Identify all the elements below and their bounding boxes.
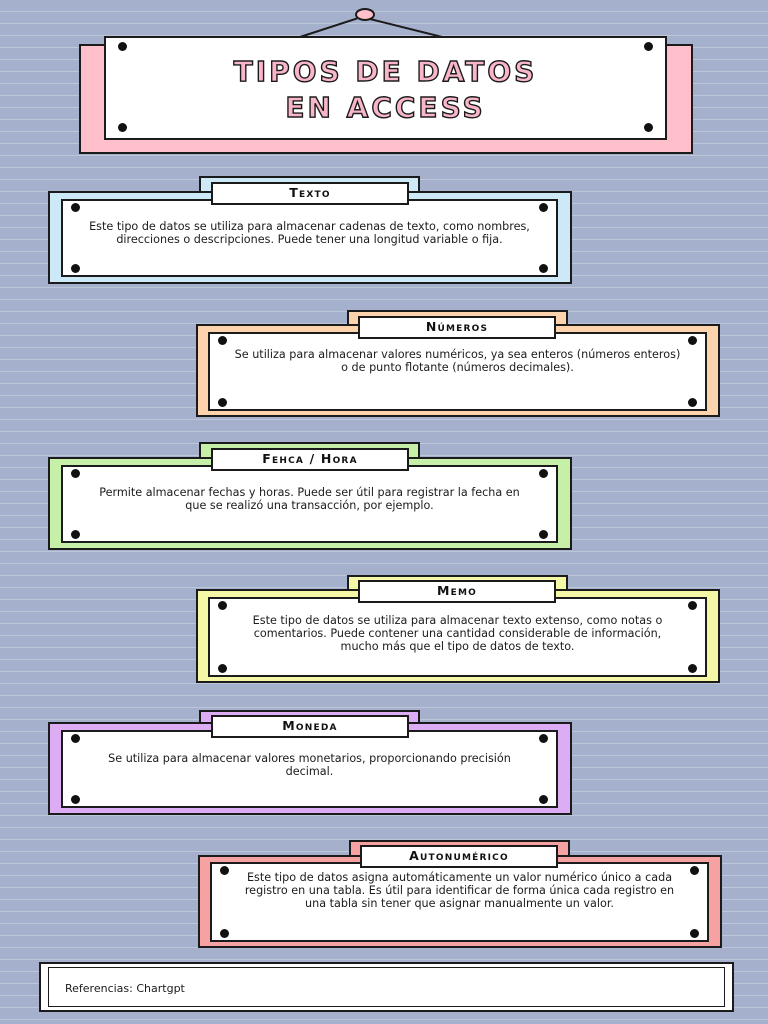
card-memo xyxy=(208,597,707,677)
pin-icon xyxy=(690,866,699,875)
card-label-moneda: Moneda xyxy=(211,715,409,738)
pin-icon xyxy=(218,601,227,610)
card-description: Este tipo de datos se utiliza para almacenar cadenas de texto, como nombres, direcciones o descripciones. Puede tener una longitud variable o fija. xyxy=(89,220,530,246)
pin-icon xyxy=(218,664,227,673)
pin-icon xyxy=(71,795,80,804)
card-description: Este tipo de datos se utiliza para almacenar texto extenso, como notas o comentarios. Puede contener una cantidad considerable de información, mucho más que el tipo de datos de texto. xyxy=(252,614,663,653)
hanger-string-left xyxy=(300,18,358,38)
pin-icon xyxy=(690,929,699,938)
card-description: Permite almacenar fechas y horas. Puede ser útil para registrar la fecha en que se realizó una transacción, por ejemplo. xyxy=(99,486,520,512)
references-box xyxy=(48,967,725,1007)
pin-icon xyxy=(71,469,80,478)
card-moneda xyxy=(61,730,558,808)
pin-icon xyxy=(220,929,229,938)
pin-icon xyxy=(71,734,80,743)
pin-icon xyxy=(539,203,548,212)
card-description: Se utiliza para almacenar valores monetarios, proporcionando precisión decimal. xyxy=(108,752,511,778)
pin-icon xyxy=(539,734,548,743)
pin-icon xyxy=(539,264,548,273)
pin-icon xyxy=(644,42,653,51)
pin-icon xyxy=(688,601,697,610)
pin-icon xyxy=(218,336,227,345)
page-title xyxy=(106,54,665,126)
title-panel xyxy=(104,36,667,140)
card-fecha-hora xyxy=(61,465,558,543)
pin-icon xyxy=(71,203,80,212)
card-label-texto: Texto xyxy=(211,182,409,205)
pin-icon xyxy=(71,530,80,539)
pin-icon xyxy=(118,123,127,132)
card-label-numeros: Números xyxy=(358,316,556,339)
pin-icon xyxy=(688,336,697,345)
hanger-ring xyxy=(355,8,375,21)
pin-icon xyxy=(539,795,548,804)
pin-icon xyxy=(644,123,653,132)
pin-icon xyxy=(118,42,127,51)
card-label-fecha-hora: Fehca / Hora xyxy=(211,448,409,471)
card-texto xyxy=(61,199,558,277)
card-label-autonumerico: Autonumérico xyxy=(360,845,558,868)
pin-icon xyxy=(688,664,697,673)
title-line-2: EN ACCESS xyxy=(285,91,486,124)
card-autonumerico xyxy=(210,862,709,942)
pin-icon xyxy=(539,530,548,539)
pin-icon xyxy=(688,398,697,407)
pin-icon xyxy=(218,398,227,407)
card-label-memo: Memo xyxy=(358,580,556,603)
card-description: Se utiliza para almacenar valores numéricos, ya sea enteros (números enteros) o de punto flotante (números decimales). xyxy=(234,348,681,374)
pin-icon xyxy=(220,866,229,875)
pin-icon xyxy=(71,264,80,273)
title-line-1: TIPOS DE DATOS xyxy=(233,55,538,88)
references-text: Referencias: Chartgpt xyxy=(65,982,185,995)
card-description: Este tipo de datos asigna automáticamente un valor numérico único a cada registro en una tabla. Es útil para identificar de forma única cada registro en una tabla sin tener que asignar manualmente un valor. xyxy=(244,871,675,910)
card-numeros xyxy=(208,332,707,411)
pin-icon xyxy=(539,469,548,478)
